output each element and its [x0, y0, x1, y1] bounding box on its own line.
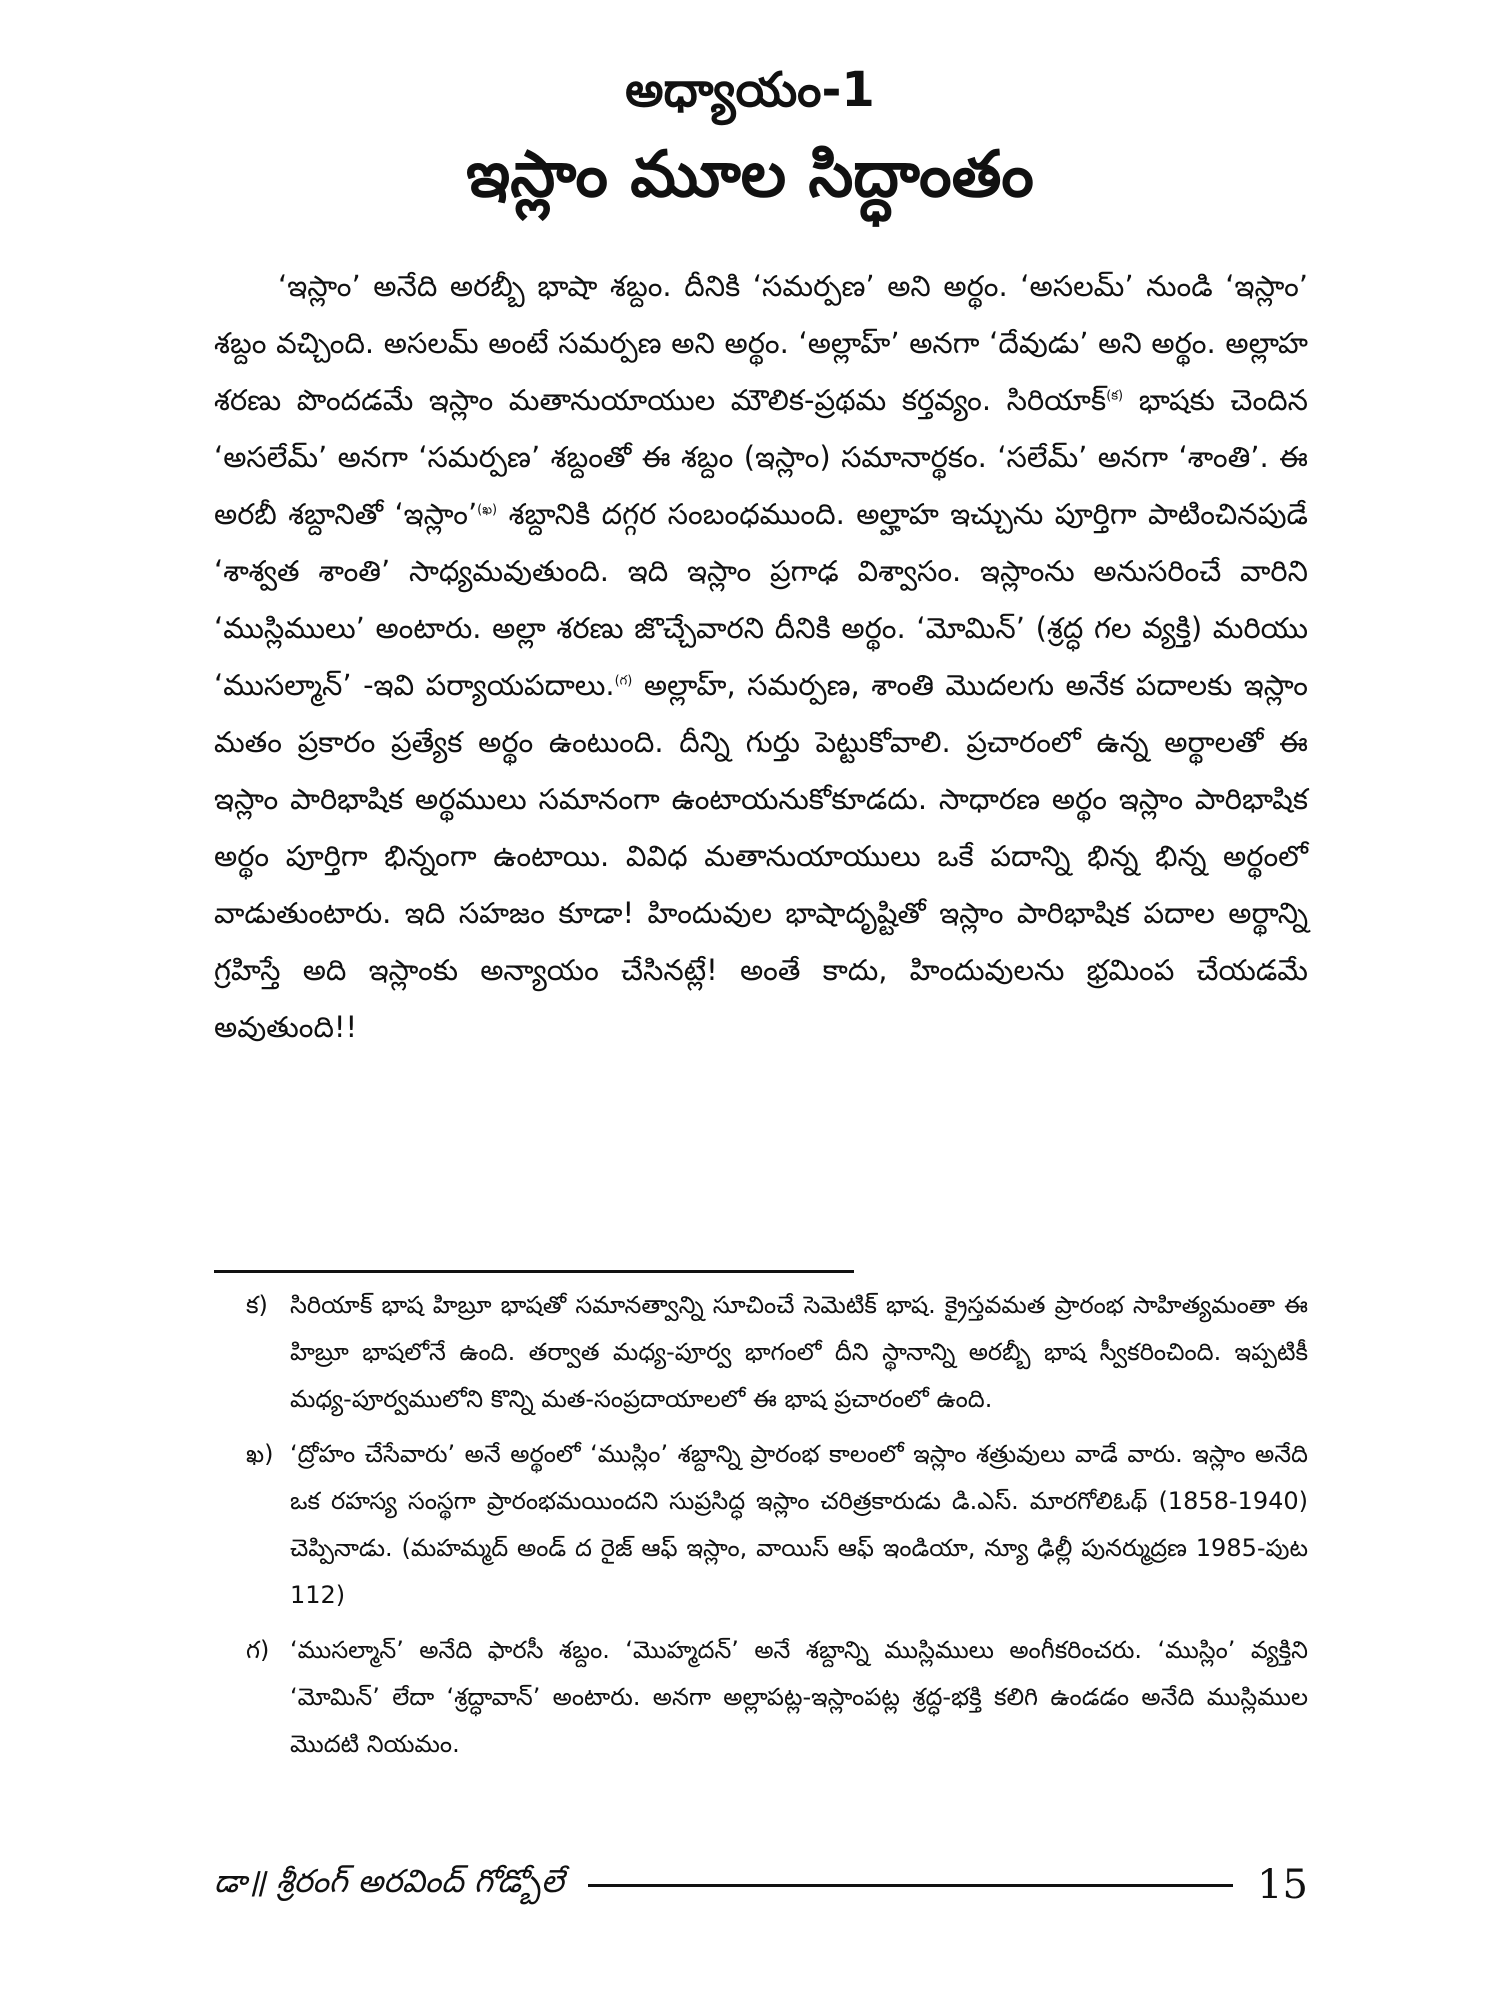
- footnote-text: సిరియాక్ భాష హిబ్రూ భాషతో సమానత్వాన్ని సూచించే సెమెటిక్ భాష. క్రైస్తవమత ప్రారంభ సాహిత్యమంతా ఈ హిబ్రూ భాషలోనే ఉంది. తర్వాత మధ్య-పూర్వ భాగంలో దీని స్థానాన్ని అరబ్బీ భాష స్వీకరించింది. ఇప్పటికీ మధ్య-పూర్వములోని కొన్ని మత-సంప్రదాయాలలో ఈ భాష ప్రచారంలో ఉంది.: [290, 1291, 1308, 1413]
- footnote-ref-k: (క): [1106, 388, 1124, 404]
- footnote-ref-kh: (ఖ): [477, 502, 498, 518]
- footnote-marker: గ): [246, 1636, 270, 1664]
- body-segment-2: భాషకు చెందిన ‘అసలేమ్’ అనగా ‘సమర్పణ’ శబ్దంతో ఈ శబ్దం (ఇస్లాం) సమానార్థకం. ‘సలేమ్’ అనగా ‘శాంతి’. ఈ అరబీ శబ్దానితో ‘ఇస్లాం’: [214, 383, 1308, 531]
- chapter-label: అధ్యాయం-1: [625, 62, 875, 118]
- footnote-text: ‘ద్రోహం చేసేవారు’ అనే అర్థంలో ‘ముస్లిం’ శబ్దాన్ని ప్రారంభ కాలంలో ఇస్లాం శత్రువులు వాడే వారు. ఇస్లాం అనేది ఒక రహస్య సంస్థగా ప్రారంభమయిందని సుప్రసిద్ధ ఇస్లాం చరిత్రకారుడు డి.ఎస్. మారగోలిఓథ్ (1858-1940) చెప్పినాడు. (మహమ్మద్ అండ్ ద రైజ్ ఆఫ్ ఇస్లాం, వాయిస్ ఆఫ్ ఇండియా, న్యూ ఢిల్లీ పునర్ముద్రణ 1985-పుట 112): [290, 1440, 1308, 1609]
- footer-rule: [588, 1884, 1233, 1887]
- chapter-title: ఇస్లాం మూల సిద్ధాంతం: [466, 138, 1034, 212]
- footnote-kh: [246, 1431, 1308, 1619]
- footnotes: [246, 1282, 1308, 1776]
- body-paragraph: [214, 258, 1308, 1056]
- page-footer: [214, 1862, 1308, 1908]
- footnote-marker: ఖ): [246, 1440, 274, 1468]
- body-text: [214, 258, 1308, 1056]
- author-name: డా॥ శ్రీరంగ్ అరవింద్ గోడ్బోలే: [214, 1862, 564, 1900]
- page-number: 15: [1257, 1862, 1308, 1908]
- body-segment-3: శబ్దానికి దగ్గర సంబంధముంది. అల్హాహ ఇచ్చును పూర్తిగా పాటించినపుడే ‘శాశ్వత శాంతి’ సాధ్యమవుతుంది. ఇది ఇస్లాం ప్రగాఢ విశ్వాసం. ఇస్లాంను అనుసరించే వారిని ‘ముస్లిములు’ అంటారు. అల్లా శరణు జొచ్చేవారని దీనికి అర్థం. ‘మోమిన్’ (శ్రద్ధ గల వ్యక్తి) మరియు ‘ముసల్మాన్’ -ఇవి పర్యాయపదాలు.: [214, 497, 1308, 702]
- footnote-text: ‘ముసల్మాన్’ అనేది ఫారసీ శబ్దం. ‘మొహ్మదన్’ అనే శబ్దాన్ని ముస్లిములు అంగీకరించరు. ‘ముస్లిం’ వ్యక్తిని ‘మోమిన్’ లేదా ‘శ్రద్ధావాన్’ అంటారు. అనగా అల్లాపట్ల-ఇస్లాంపట్ల శ్రద్ధ-భక్తి కలిగి ఉండడం అనేది ముస్లిముల మొదటి నియమం.: [290, 1636, 1308, 1758]
- body-segment-4: అల్లాహ్, సమర్పణ, శాంతి మొదలగు అనేక పదాలకు ఇస్లాం మతం ప్రకారం ప్రత్యేక అర్థం ఉంటుంది. దీన్ని గుర్తు పెట్టుకోవాలి. ప్రచారంలో ఉన్న అర్థాలతో ఈ ఇస్లాం పారిభాషిక అర్థములు సమానంగా ఉంటాయనుకోకూడదు. సాధారణ అర్థం ఇస్లాం పారిభాషిక అర్థం పూర్తిగా భిన్నంగా ఉంటాయి. వివిధ మతానుయాయులు ఒకే పదాన్ని భిన్న భిన్న అర్థంలో వాడుతుంటారు. ఇది సహజం కూడా! హిందువుల భాషాదృష్టితో ఇస్లాం పారిభాషిక పదాల అర్థాన్ని గ్రహిస్తే అది ఇస్లాంకు అన్యాయం చేసినట్లే! అంతే కాదు, హిందువులను భ్రమింప చేయడమే అవుతుంది!!: [214, 668, 1309, 1044]
- footnote-divider: [214, 1270, 854, 1273]
- footnote-k: [246, 1282, 1308, 1423]
- footnote-ref-g: (గ): [614, 673, 633, 689]
- body-segment-1: ‘ఇస్లాం’ అనేది అరబ్బీ భాషా శబ్దం. దీనికి ‘సమర్పణ’ అని అర్థం. ‘అసలమ్’ నుండి ‘ఇస్లాం’ శబ్దం వచ్చింది. అసలమ్ అంటే సమర్పణ అని అర్థం. ‘అల్లాహ్’ అనగా ‘దేవుడు’ అని అర్థం. అల్లాహ శరణు పొందడమే ఇస్లాం మతానుయాయుల మౌలిక-ప్రథమ కర్తవ్యం. సిరియాక్: [214, 269, 1308, 417]
- footnote-marker: క): [246, 1291, 268, 1319]
- footnote-g: [246, 1627, 1308, 1768]
